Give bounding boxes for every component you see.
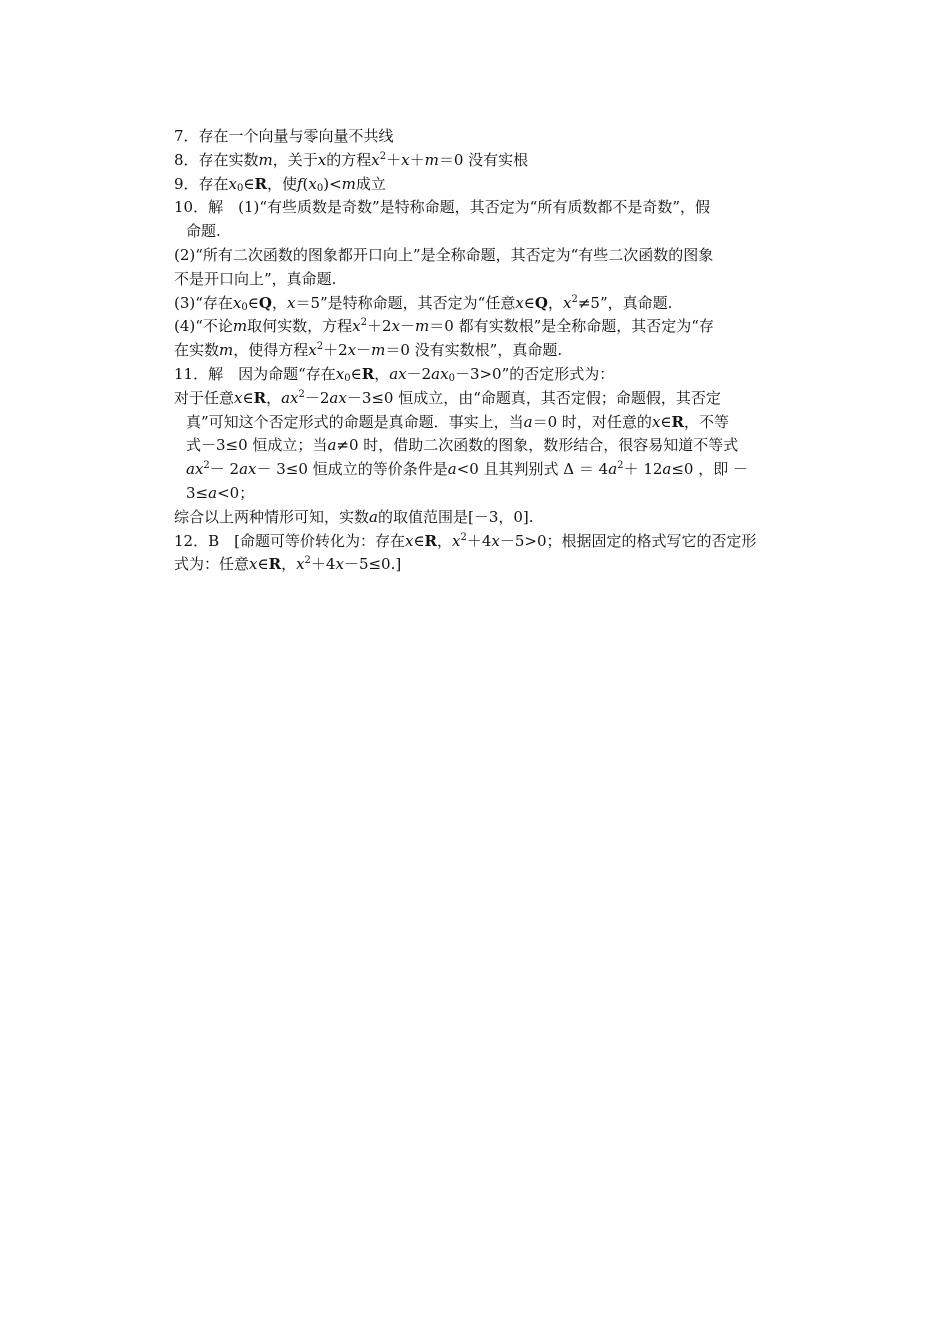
answer-12-line-2: 式为：任意x∈R，$x^2+4x-5\le 0$.] (174, 555, 402, 574)
answer-11-line-5: $ax^2- 2ax- 3\le 0$ 恒成立的等价条件是a<0 且其判别式 $\Delta = 4a^2+ 12a\le 0$ ，即 － (186, 460, 749, 479)
answer-11-line-6: 3≤a<0； (186, 483, 255, 502)
document-body (174, 125, 814, 577)
answer-8: 8．存在实数m，关于x的方程$x^2+x+m=0$ 没有实根 (174, 150, 529, 169)
answer-11-line-1: 11．解 因为命题“存在$x_0\in R$，$ax-2ax_0-3>0$”的否定形式为： (174, 364, 615, 384)
answer-10-line-5: (3)“存在$x_0\in Q$，x＝5”是特称命题，其否定为“任意x∈Q，$x^2\ne 5$”，真命题. (174, 293, 673, 313)
answer-10-line-2: 命题. (186, 222, 221, 241)
answer-11-line-2: 对于任意x∈R，$ax^2-2ax-3\le 0$ 恒成立，由“命题真，其否定假；命题假，其否定 (174, 388, 721, 407)
answer-11-line-7: 综合以上两种情形可知，实数a的取值范围是[－3，0]. (174, 507, 534, 526)
answer-10-line-1: 10．解 (1)“有些质数是奇数”是特称命题，其否定为“所有质数都不是奇数”，假 (174, 198, 711, 217)
answer-10-line-7: 在实数m，使得方程$x^2+2x-m=0$ 没有实数根”，真命题. (174, 341, 563, 360)
answer-12-line-1: 12．B [命题可等价转化为：存在x∈R，$x^2+4x-5>0$；根据固定的格式写它的否定形 (174, 531, 757, 550)
answer-7: 7．存在一个向量与零向量不共线 (174, 127, 394, 145)
answer-11-line-3: 真”可知这个否定形式的命题是真命题．事实上，当a＝0 时，对任意的x∈R，不等 (186, 412, 729, 431)
answer-10-line-4: 不是开口向上”，真命题. (174, 269, 337, 288)
answer-9: 9．存在$x_0\in R$，使$f(x_0)<m$成立 (174, 174, 386, 194)
answer-11-line-4: 式－3≤0 恒成立；当a≠0 时，借助二次函数的图象，数形结合，很容易知道不等式 (186, 436, 739, 455)
answer-10-line-3: (2)“所有二次函数的图象都开口向上”是全称命题，其否定为“有些二次函数的图象 (174, 245, 714, 264)
answer-10-line-6: (4)“不论m取何实数，方程$x^2+2x-m=0$ 都有实数根”是全称命题，其否定为“存 (174, 317, 714, 336)
